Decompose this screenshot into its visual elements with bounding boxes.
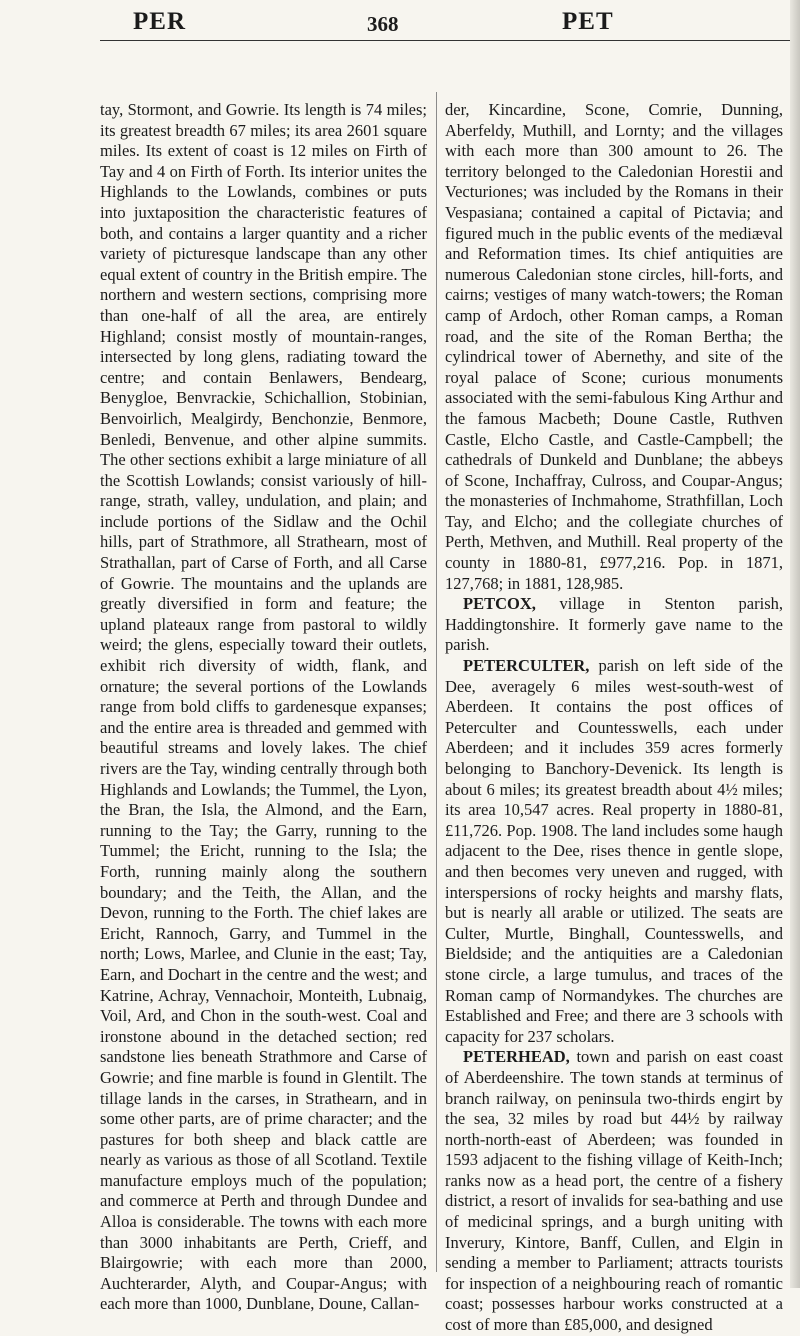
running-header bbox=[0, 8, 800, 40]
entry-petcox bbox=[445, 594, 783, 656]
headword: PETERCULTER, bbox=[463, 656, 590, 676]
right-column bbox=[445, 100, 783, 1336]
entry-peterhead bbox=[445, 1047, 783, 1335]
left-column-text: tay, Stormont, and Gowrie. Its length is 74 miles; its greatest breadth 67 miles; its area 2601 square miles. Its extent of coast is 12 miles on Firth of Tay and 4 on Firth of Forth. Its interior unites the Highlands to the Lowlands, combines or puts into juxtaposition the characteristic features of both, and contains a larger quantity and a richer variety of picturesque landscape than any other equal extent of country in the British empire. The northern and western sections, comprising more than one-half of all the area, are entirely Highland; consist mostly of mountain-ranges, intersected by long glens, radiating toward the centre; and contain Benlawers, Bendearg, Benygloe, Benvrackie, Schichallion, Stobinian, Benvoirlich, Mealgirdy, Benchonzie, Benmore, Benledi, Benvenue, and other alpine summits. The other sections exhibit a large miniature of all the Scottish Lowlands; consist variously of hill-range, strath, valley, undulation, and plain; and include portions of the Sidlaw and the Ochil hills, part of Strathmore, all Strathearn, most of Strathallan, part of Carse of Forth, and all Carse of Gowrie. The mountains and the uplands are greatly diversified in form and feature; the upland plateaux range from pastoral to wildly weird; the glens, especially toward their outlets, exhibit rich diversity of width, flank, and ornature; the several portions of the Lowlands range from bold cliffs to gardenesque expanses; and the entire area is threaded and gemmed with beautiful streams and lovely lakes. The chief rivers are the Tay, winding centrally through both Highlands and Lowlands; the Tummel, the Lyon, the Bran, the Isla, the Almond, and the Earn, running to the Tay; the Garry, running to the Tummel; the Ericht, running to the Isla; the Forth, running mainly along the southern boundary; and the Teith, the Allan, and the Devon, running to the Forth. The chief lakes are Ericht, Rannoch, Garry, and Tummel in the north; Lows, Marlee, and Clunie in the east; Tay, Earn, and Dochart in the centre and the west; and Katrine, Achray, Vennachoir, Monteith, Lubnaig, Voil, Ard, and Chon in the south-west. Coal and ironstone abound in the detached section; red sandstone lies beneath Strathmore and Carse of Gowrie; and fine marble is found in Glentilt. The tillage lands in the carses, in Strathearn, and in some other parts, are of prime character; and the pastures for both sheep and black cattle are nearly as various as those of all Scotland. Textile manufacture employs much of the population; and commerce at Perth and through Dundee and Alloa is considerable. The towns with each more than 3000 inhabitants are Perth, Crieff, and Blairgowrie; with each more than 2000, Auchterarder, Alyth, and Coupar-Angus; with each more than 1000, Dunblane, Doune, Callan- bbox=[100, 100, 427, 1314]
header-rule bbox=[100, 40, 791, 41]
headword: PETERHEAD, bbox=[463, 1047, 570, 1067]
column-divider bbox=[436, 92, 437, 1272]
header-right-guideword: PET bbox=[562, 8, 614, 35]
entry-continuation: der, Kincardine, Scone, Comrie, Dunning, Aberfeldy, Muthill, and Lornty; and the villages with each more than 300 amount to 26. The territory belonged to the Caledonian Horestii and Vecturiones; was included by the Romans in their Vespasiana; contained a capital of Pictavia; and figured much in the public events of the mediæval and Reformation times. Its chief antiquities are numerous Caledonian stone circles, hill-forts, and cairns; vestiges of many watch-towers; the Roman camp of Ardoch, other Roman camps, a Roman road, and the site of the Roman Bertha; the cylindrical tower of Abernethy, and site of the royal palace of Scone; curious monuments associated with the semi-fabulous King Arthur and the famous Macbeth; Doune Castle, Ruthven Castle, Elcho Castle, and Castle-Campbell; the cathedrals of Dunkeld and Dunblane; the abbeys of Scone, Inchaffray, Culross, and Coupar-Angus; the monasteries of Inchmahome, Strathfillan, Loch Tay, and Elcho; and the collegiate churches of Perth, Methven, and Muthill. Real property of the county in 1880-81, £977,216. Pop. in 1871, 127,768; in 1881, 128,985. bbox=[445, 100, 783, 593]
entry-text: village in Stenton parish, Haddingtonshire. It formerly gave name to the parish. bbox=[445, 594, 783, 655]
headword: PETCOX, bbox=[463, 594, 536, 614]
page-edge bbox=[790, 0, 800, 1288]
header-left-guideword: PER bbox=[133, 8, 186, 35]
page-number: 368 bbox=[367, 12, 399, 36]
entry-text: town and parish on east coast of Aberdeenshire. The town stands at terminus of branch railway, on peninsula two-thirds engirt by the sea, 32 miles by road but 44½ by railway north-north-east of Aberdeen; was founded in 1593 adjacent to the fishing village of Keith-Inch; ranks now as a head port, the centre of a fishery district, a resort of invalids for sea-bathing and use of medicinal springs, and a burgh uniting with Inverury, Kintore, Banff, Cullen, and Elgin in sending a member to Parliament; attracts tourists for inspection of a neighbouring reach of romantic coast; possesses harbour works constructed at a cost of more than £85,000, and designed bbox=[445, 1047, 783, 1335]
entry-text: parish on left side of the Dee, averagely 6 miles west-south-west of Aberdeen. It contains the post offices of Peterculter and Countesswells, each under Aberdeen; and it includes 359 acres formerly belonging to Banchory-Devenick. Its length is about 6 miles; its greatest breadth about 4½ miles; its area 10,547 acres. Real property in 1880-81, £11,726. Pop. 1908. The land includes some haugh adjacent to the Dee, rises thence in gentle slope, and then becomes very uneven and rugged, with interspersions of rocky heights and marshy flats, but is nearly all arable or utilized. The seats are Culter, Murtle, Binghall, Countesswells, and Bieldside; and the antiquities are a Caledonian stone circle, a large tumulus, and traces of the Roman camp of Normandykes. The churches are Established and Free; and there are 3 schools with capacity for 237 scholars. bbox=[445, 656, 783, 1046]
entry-peterculter bbox=[445, 656, 783, 1047]
left-column bbox=[100, 100, 427, 1315]
